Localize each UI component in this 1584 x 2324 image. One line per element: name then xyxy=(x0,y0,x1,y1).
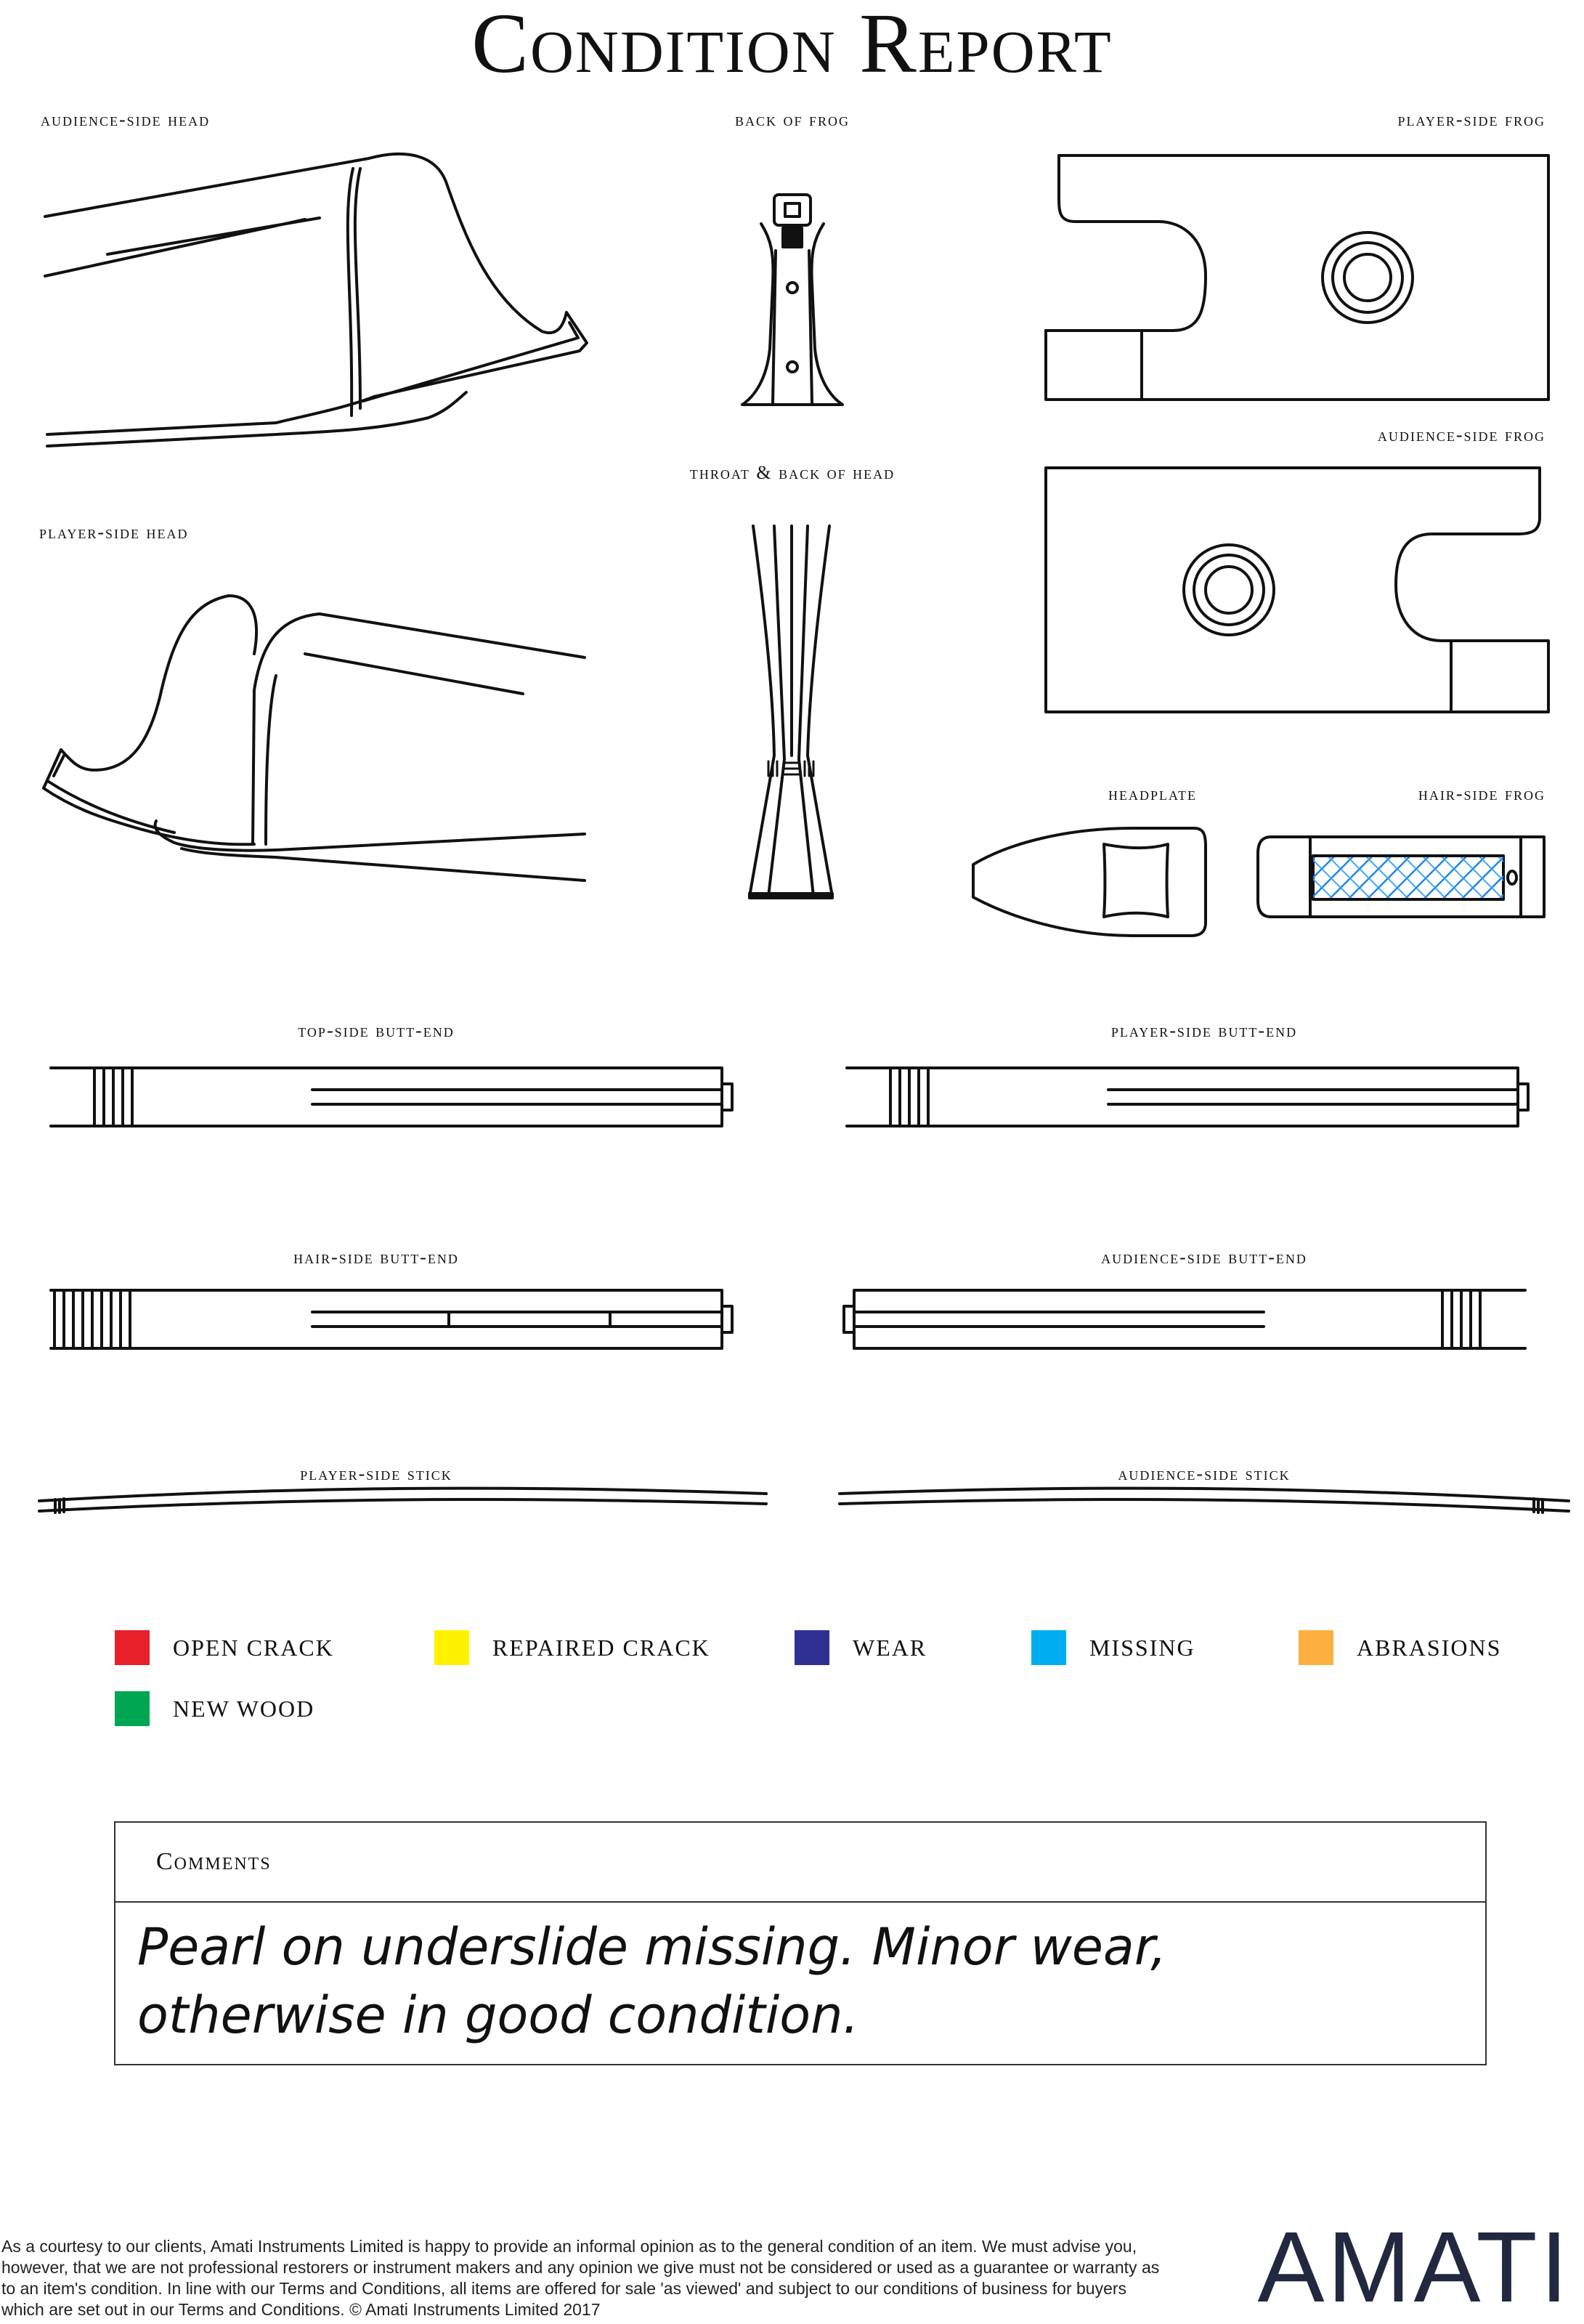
legend-item-missing xyxy=(1031,1630,1195,1665)
label-hair-side-frog: hair-side frog xyxy=(1418,783,1546,804)
label-player-side-frog: player-side frog xyxy=(1397,109,1546,130)
headplate-drawing xyxy=(973,828,1206,936)
legend-swatch-red xyxy=(115,1630,150,1665)
player-side-stick-drawing xyxy=(39,1489,766,1513)
legend-label: REPAIRED CRACK xyxy=(492,1634,710,1661)
label-audience-side-butt-end: audience-side butt-end xyxy=(1101,1247,1307,1268)
audience-side-butt-end-drawing xyxy=(844,1290,1525,1348)
audience-side-frog-drawing xyxy=(1046,468,1548,712)
legend-swatch-cyan xyxy=(1031,1630,1066,1665)
comments-text xyxy=(115,1903,1485,2060)
label-player-side-stick: player-side stick xyxy=(300,1463,452,1484)
label-player-side-head: player-side head xyxy=(39,522,189,543)
throat-back-of-head-drawing xyxy=(750,526,832,898)
legend-label: ABRASIONS xyxy=(1357,1634,1502,1661)
audience-side-head-drawing xyxy=(45,154,587,446)
comments-header xyxy=(115,1823,1485,1903)
legend-item-new-wood xyxy=(115,1691,314,1726)
label-audience-side-head: audience-side head xyxy=(41,109,211,130)
top-side-butt-end-drawing xyxy=(51,1068,732,1126)
label-back-of-frog: back of frog xyxy=(734,109,850,130)
player-side-head-drawing xyxy=(44,596,585,880)
page-title: Condition Report xyxy=(471,0,1113,91)
label-player-side-butt-end: player-side butt-end xyxy=(1110,1020,1298,1041)
player-side-butt-end-drawing xyxy=(847,1068,1528,1126)
legend-label: MISSING xyxy=(1089,1634,1195,1661)
label-audience-side-stick: audience-side stick xyxy=(1118,1463,1291,1484)
legend-label: NEW WOOD xyxy=(173,1695,315,1722)
legend-item-abrasions xyxy=(1299,1630,1501,1665)
label-audience-side-frog: audience-side frog xyxy=(1377,424,1546,445)
missing-area-hatch xyxy=(1313,857,1503,898)
comments-line: Pearl on underslide missing. Minor wear, xyxy=(137,1917,1167,1977)
legend-swatch-navy xyxy=(795,1630,829,1665)
legend-label: OPEN CRACK xyxy=(173,1634,334,1661)
amati-logo: AMATI xyxy=(1257,2211,1571,2323)
comments-title: Comments xyxy=(156,1848,272,1875)
player-side-frog-drawing xyxy=(1046,155,1548,400)
legend-item-open-crack xyxy=(115,1630,334,1665)
hair-side-butt-end-drawing xyxy=(51,1290,732,1348)
legend-item-repaired-crack xyxy=(434,1630,710,1665)
label-headplate: headplate xyxy=(1108,783,1197,804)
legend-item-wear xyxy=(795,1630,927,1665)
label-hair-side-butt-end: hair-side butt-end xyxy=(293,1247,459,1268)
legend-swatch-orange xyxy=(1299,1630,1333,1665)
audience-side-stick-drawing xyxy=(840,1489,1569,1513)
disclaimer-text: As a courtesy to our clients, Amati Instruments Limited is happy to provide an informal opinion as to the general condition of an item. We must advise you, however, that we are not professional restorers or instrument makers and any opinion we give must not be considered or used as a guarantee or warranty as to an item's condition. In line with our Terms and Conditions, all items are offered for sale 'as viewed' and subject to our conditions of business for buyers which are set out in our Terms and Conditions. © Amati Instruments Limited 2017 xyxy=(1,2237,1160,2319)
legend-swatch-green xyxy=(115,1691,150,1726)
comments-box xyxy=(114,1821,1487,2065)
back-of-frog-drawing xyxy=(742,195,842,405)
legend-swatch-yellow xyxy=(434,1630,469,1665)
comments-line: otherwise in good condition. xyxy=(137,1985,859,2045)
label-throat-back-of-head: throat & back of head xyxy=(689,462,895,483)
legend-label: WEAR xyxy=(853,1634,927,1661)
label-top-side-butt-end: top-side butt-end xyxy=(298,1020,455,1041)
